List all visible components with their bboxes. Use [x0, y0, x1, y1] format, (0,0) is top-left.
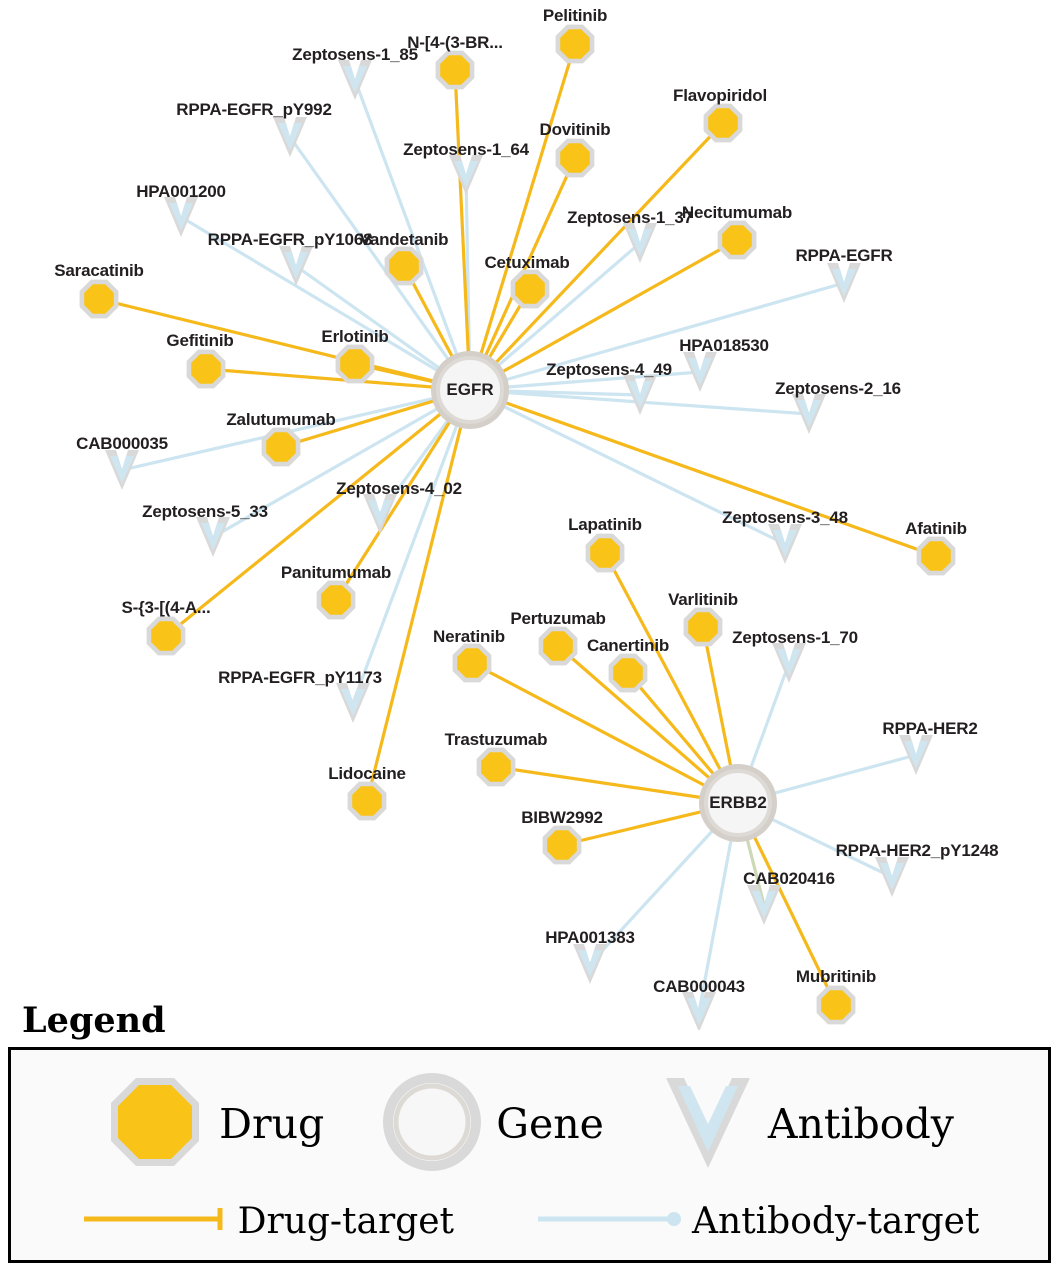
drug-node[interactable]	[317, 581, 356, 620]
antibody-node[interactable]	[899, 735, 933, 775]
antibody-label: RPPA-HER2_pY1248	[835, 841, 999, 860]
drug-node[interactable]	[609, 654, 648, 693]
legend-label-drug-target: Drug-target	[237, 1200, 455, 1242]
legend-label-antibody-target: Antibody-target	[692, 1200, 980, 1242]
drug-label: Afatinib	[905, 519, 967, 538]
drug-node[interactable]	[684, 608, 723, 647]
drug-node[interactable]	[556, 25, 595, 64]
drug-inner	[560, 29, 590, 59]
drug-label: Zalutumumab	[226, 410, 336, 429]
drug-inner	[84, 284, 114, 314]
antibody-node[interactable]	[827, 263, 861, 303]
antibody-node[interactable]	[336, 683, 370, 723]
gene-label: ERBB2	[709, 793, 767, 812]
antibody-label: CAB020416	[743, 869, 835, 888]
antibody-node[interactable]	[164, 197, 198, 237]
antibody-node[interactable]	[875, 857, 909, 897]
antibody-chevron-icon	[662, 1072, 754, 1177]
antibody-label: Zeptosens-4_02	[336, 479, 462, 498]
antibody-node[interactable]	[338, 60, 372, 100]
drug-inner	[457, 648, 487, 678]
drug-label: Neratinib	[433, 627, 505, 646]
drug-inner	[481, 752, 511, 782]
drug-inner	[722, 225, 752, 255]
gene-circle-icon	[382, 1072, 482, 1177]
drug-node[interactable]	[348, 782, 387, 821]
antibody-label: Zeptosens-1_37	[567, 208, 693, 227]
drug-inner	[547, 830, 577, 860]
drug-label: Flavopiridol	[673, 86, 767, 105]
antibody-node[interactable]	[623, 223, 657, 263]
antibody-label: RPPA-HER2	[882, 719, 978, 738]
drug-inner	[613, 658, 643, 688]
drug-inner	[688, 612, 718, 642]
drug-node[interactable]	[477, 748, 516, 787]
drug-label: Varlitinib	[668, 590, 738, 609]
legend-label-gene: Gene	[496, 1100, 604, 1148]
drug-inner	[590, 538, 620, 568]
drug-inner	[321, 585, 351, 615]
antibody-label: Zeptosens-1_70	[732, 628, 858, 647]
drug-label: Saracatinib	[54, 261, 144, 280]
legend-item-gene	[382, 1072, 604, 1177]
drug-label: S-{3-[(4-A...	[121, 598, 211, 617]
legend-panel	[0, 1000, 1059, 1263]
drug-node[interactable]	[262, 428, 301, 467]
antibody-node[interactable]	[449, 155, 483, 195]
antibody-node[interactable]	[768, 524, 802, 564]
legend-title: Legend	[22, 1000, 166, 1041]
antibody-node[interactable]	[747, 885, 781, 925]
drug-target-edge	[470, 390, 936, 556]
drug-node[interactable]	[80, 280, 119, 319]
antibody-label: Zeptosens-1_85	[292, 45, 418, 64]
drug-node[interactable]	[543, 826, 582, 865]
drug-inner	[560, 143, 590, 173]
legend-label-antibody: Antibody	[767, 1100, 954, 1148]
drug-label: Cetuximab	[484, 253, 570, 272]
drug-node[interactable]	[556, 139, 595, 178]
drug-inner	[708, 108, 738, 138]
drug-label: Lidocaine	[328, 764, 406, 783]
drug-inner	[191, 354, 221, 384]
drug-node[interactable]	[704, 104, 743, 143]
drug-inner	[543, 631, 573, 661]
drug-inner	[352, 786, 382, 816]
antibody-node[interactable]	[772, 643, 806, 683]
drug-node[interactable]	[453, 644, 492, 683]
drug-label: Panitumumab	[280, 563, 392, 582]
antibody-node[interactable]	[105, 450, 139, 490]
drug-inner	[151, 621, 181, 651]
legend-label-drug: Drug	[219, 1100, 325, 1148]
drug-label: Gefitinib	[166, 331, 234, 350]
antibody-label: Zeptosens-3_48	[722, 508, 848, 527]
drug-node[interactable]	[586, 534, 625, 573]
drug-node[interactable]	[539, 627, 578, 666]
drug-node[interactable]	[436, 51, 475, 90]
gene-label: EGFR	[446, 380, 494, 399]
antibody-label: Zeptosens-2_16	[775, 379, 901, 398]
drug-label: Lapatinib	[568, 515, 642, 534]
antibody-label: HPA018530	[679, 336, 769, 355]
antibody-label: CAB000035	[76, 434, 168, 453]
antibody-label: RPPA-EGFR_pY1068	[207, 230, 373, 249]
drug-label: N-[4-(3-BR...	[407, 33, 503, 52]
antibody-node[interactable]	[196, 517, 230, 557]
drug-label: Canertinib	[586, 636, 670, 655]
drug-label: Dovitinib	[539, 120, 611, 139]
antibody-target-edge-icon	[534, 1204, 684, 1239]
drug-label: Trastuzumab	[444, 730, 548, 749]
drug-octagon-icon	[105, 1072, 205, 1177]
antibody-label: Zeptosens-5_33	[142, 502, 268, 521]
drug-node[interactable]	[511, 270, 550, 309]
drug-target-edge-icon	[80, 1204, 230, 1239]
drug-inner	[921, 541, 951, 571]
drug-label: BIBW2992	[521, 808, 603, 827]
drug-node[interactable]	[187, 350, 226, 389]
antibody-label: Zeptosens-4_49	[546, 360, 672, 379]
antibody-label: HPA001383	[545, 928, 635, 947]
legend-item-antibody	[662, 1072, 954, 1177]
drug-inner	[340, 349, 370, 379]
drug-label: Erlotinib	[321, 327, 389, 346]
antibody-label: RPPA-EGFR	[795, 246, 893, 265]
antibody-label: RPPA-EGFR_pY1173	[218, 668, 382, 687]
drug-inner	[440, 55, 470, 85]
antibody-label: RPPA-EGFR_pY992	[176, 100, 332, 119]
drug-node[interactable]	[385, 247, 424, 286]
drug-node[interactable]	[718, 221, 757, 260]
drug-label: Pertuzumab	[510, 609, 606, 628]
drug-inner	[266, 432, 296, 462]
drug-label: Mubritinib	[795, 967, 877, 986]
legend-item-drug-target	[80, 1201, 454, 1242]
drug-node[interactable]	[336, 345, 375, 384]
drug-inner	[515, 274, 545, 304]
drug-inner	[389, 251, 419, 281]
legend-item-antibody-target	[534, 1201, 979, 1242]
antibody-label: Zeptosens-1_64	[403, 140, 529, 159]
drug-node[interactable]	[917, 537, 956, 576]
drug-label: Vandetanib	[359, 230, 449, 249]
legend-box	[8, 1047, 1051, 1263]
drug-label: Pelitinib	[542, 6, 608, 25]
legend-item-drug	[105, 1072, 324, 1177]
antibody-label: CAB000043	[653, 977, 745, 996]
antibody-label: HPA001200	[136, 182, 226, 201]
drug-node[interactable]	[147, 617, 186, 656]
drug-label: Necitumumab	[681, 203, 793, 222]
antibody-node[interactable]	[573, 944, 607, 984]
